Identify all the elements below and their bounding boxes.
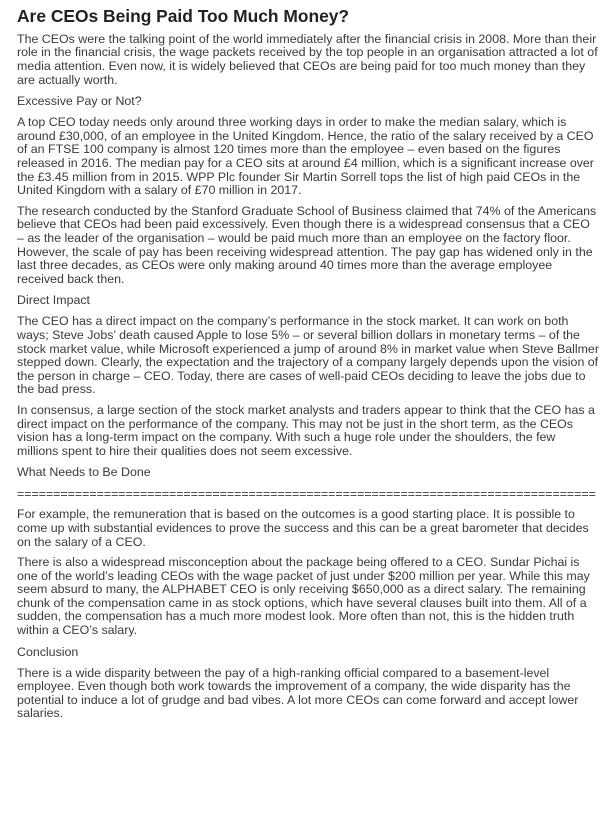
conclusion-paragraph: There is a wide disparity between the pay of a high-ranking official compared to a basement-level employee. Even though both work towards the improvement of a company, the wide disparity has the potential to induce a lot of grudge and bad vibes. A lot more CEOs can come forward and accept lower salaries. <box>17 665 579 721</box>
intro-paragraph: The CEOs were the talking point of the world immediately after the financial crisis in 2008. More than their role in the financial crisis, the wage packets received by the top people in an organisation attracted a lot of media attention. Even now, it is widely believed that CEOs are being paid for too much money than they are actually worth. <box>17 31 598 87</box>
excessive-pay-paragraph-2: The research conducted by the Stanford Graduate School of Business claimed that 74% of the Americans believe that CEOs had been paid excessively. Even though there is a widespread consensus that a CEO – as the leader of the organisation – would be paid much more than an employee on the factory floor. However, the scale of pay has been receiving widespread attention. The pay gap has widened only in the last three decades, as CEOs were only making around 40 times more than the average employee received back then. <box>17 203 597 286</box>
section-heading-direct-impact: Direct Impact <box>17 293 90 308</box>
section-heading-what-needs-to-be-done: What Needs to Be Done <box>17 465 151 480</box>
direct-impact-paragraph-2: In consensus, a large section of the stock market analysts and traders appear to think that the CEO has a direct impact on the performance of the company. This may not be just in the short term, as the CEOs vision has a long-term impact on the company. With such a huge role under the shoulders, the few millions spent to hire their qualities does not seem excessive. <box>17 402 595 458</box>
section-heading-excessive-pay: Excessive Pay or Not? <box>17 94 142 109</box>
direct-impact-paragraph-1: The CEO has a direct impact on the company’s performance in the stock market. It can work on both ways; Steve Jobs’ death caused Apple to lose 5% – or several billion dollars in monetary terms – of the stock market value, while Microsoft experienced a jump of around 8% in market value when Steve Ballmer stepped down. Clearly, the expectation and the trajectory of a company largely depends upon the vision of the person in charge – CEO. Today, there are cases of well-paid CEOs deciding to leave the jobs due to the bad press. <box>17 314 599 397</box>
section-heading-conclusion: Conclusion <box>17 644 79 659</box>
what-needs-paragraph-2: There is also a widespread misconception about the package being offered to a CEO. Sundar Pichai is one of the world’s leading CEOs with the wage packet of just under $200 million per year. While this may seem absurd to many, the ALPHABET CEO is only receiving $650,000 as a direct salary. The remaining chunk of the compensation came in as stock options, which have several clauses built into them. All of a sudden, the compensation has a much more modest look. More often than not, this is the hidden truth within a CEO’s salary. <box>17 555 590 638</box>
separator-rule: ================================================================================ <box>17 487 596 502</box>
excessive-pay-paragraph-1: A top CEO today needs only around three working days in order to make the median salary, which is around £30,000, of an employee in the United Kingdom. Hence, the ratio of the salary received by a CEO of an FTSE 100 company is almost 120 times more than the employee – even based on the figures released in 2016. The median pay for a CEO sits at around £4 million, which is a significant increase over the £3.45 million from in 2015. WPP Plc founder Sir Martin Sorrell tops the list of high paid CEOs in the United Kingdom with a salary of £70 million in 2017. <box>17 115 594 198</box>
what-needs-paragraph-1: For example, the remuneration that is based on the outcomes is a good starting place. It is possible to come up with substantial evidences to prove the success and this can be a great barometer that decides on the salary of a CEO. <box>17 507 589 549</box>
article-title: Are CEOs Being Paid Too Much Money? <box>17 6 350 26</box>
